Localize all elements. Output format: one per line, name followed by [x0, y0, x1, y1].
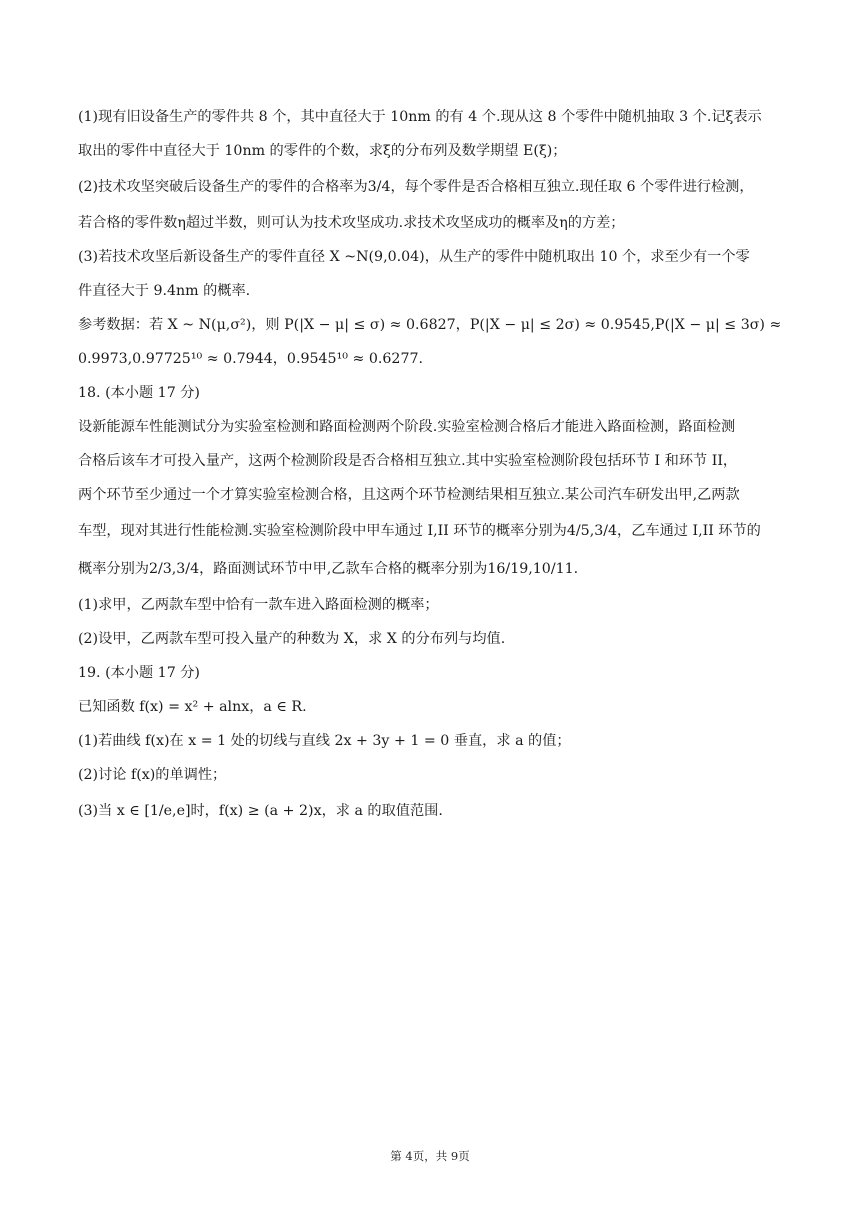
text-line: 合格后该车才可投入量产，这两个检测阶段是否合格相互独立.其中实验室检测阶段包括环节 I 和环节 II， [78, 453, 738, 469]
text-line: 0.9973,0.97725¹⁰ ≈ 0.7944，0.9545¹⁰ ≈ 0.6277. [78, 351, 424, 367]
text-line: (1)现有旧设备生产的零件共 8 个，其中直径大于 10nm 的有 4 个.现从这 8 个零件中随机抽取 3 个.记ξ表示 [78, 109, 762, 125]
text-line: (2)设甲，乙两款车型可投入量产的种数为 X，求 X 的分布列与均值. [78, 631, 506, 647]
text-line: 已知函数 f(x) = x² + alnx，a ∈ R. [78, 699, 307, 715]
text-line: (1)求甲，乙两款车型中恰有一款车进入路面检测的概率； [78, 597, 439, 613]
text-line: 概率分别为2/3,3/4，路面测试环节中甲,乙款车合格的概率分别为16/19,10/11. [78, 561, 579, 577]
text-line: 件直径大于 9.4nm 的概率. [78, 283, 251, 299]
text-line: 若合格的零件数η超过半数，则可认为技术攻坚成功.求技术攻坚成功的概率及η的方差； [78, 215, 625, 231]
text-line: 参考数据：若 X ~ N(μ,σ²)，则 P(|X − μ| ≤ σ) ≈ 0.6827，P(|X − μ| ≤ 2σ) ≈ 0.9545,P(|X − μ| ≤ 3σ) ≈ [78, 317, 782, 333]
problem-text [78, 100, 784, 830]
text-line: 取出的零件中直径大于 10nm 的零件的个数，求ξ的分布列及数学期望 E(ξ)； [78, 143, 567, 159]
question-heading: 19. (本小题 17 分) [78, 665, 200, 681]
text-line: 两个环节至少通过一个才算实验室检测合格，且这两个环节检测结果相互独立.某公司汽车研发出甲,乙两款 [78, 487, 740, 503]
text-line: (2)技术攻坚突破后设备生产的零件的合格率为3/4，每个零件是否合格相互独立.现任取 6 个零件进行检测， [78, 179, 754, 195]
text-line: (2)讨论 f(x)的单调性； [78, 767, 227, 783]
text-line: 车型，现对其进行性能检测.实验室检测阶段中甲车通过 I,II 环节的概率分别为4/5,3/4，乙车通过 I,II 环节的 [78, 523, 761, 539]
text-line: 设新能源车性能测试分为实验室检测和路面检测两个阶段.实验室检测合格后才能进入路面检测，路面检测 [78, 419, 736, 435]
text-line: (3)当 x ∈ [1/e,e]时，f(x) ≥ (a + 2)x，求 a 的取值范围. [78, 803, 443, 819]
question-heading: 18. (本小题 17 分) [78, 385, 200, 401]
text-line: (3)若技术攻坚后新设备生产的零件直径 X ~N(9,0.04)，从生产的零件中随机取出 10 个，求至少有一个零 [78, 249, 750, 265]
page-footer: 第 4页，共 9页 [390, 1149, 470, 1163]
text-line: (1)若曲线 f(x)在 x = 1 处的切线与直线 2x + 3y + 1 = 0 垂直，求 a 的值； [78, 733, 571, 749]
